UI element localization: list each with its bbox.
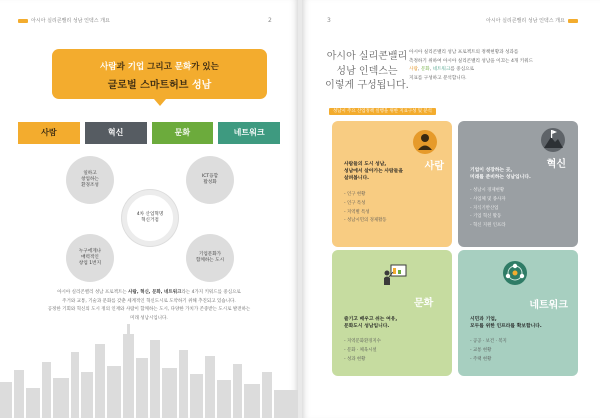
slogan-line-1 xyxy=(52,60,267,72)
body-line-3: 공정한 기회와 혁신의 도시 정의 인재와 사람이 함께하는 도시, 다양한 가치가 존중받는 도시로 발전하는 xyxy=(47,307,251,313)
intro-keyword-person: 사람 xyxy=(409,67,418,73)
list-item: - 인구 특성 xyxy=(344,200,366,206)
running-head xyxy=(18,17,110,24)
list-item: - 혁신 지원 인프라 xyxy=(470,223,506,229)
body-line-1 xyxy=(26,289,272,298)
page-title: 아시아 실리콘밸리 성남 인덱스는 이렇게 구성됩니다. xyxy=(325,51,409,91)
running-head-tag xyxy=(18,19,28,23)
card-culture xyxy=(332,250,452,376)
slogan-banner xyxy=(52,49,267,99)
running-head-text: 아시아 실리콘밸리 성남 인덱스 개요 xyxy=(31,18,110,24)
slogan-city: 성남 xyxy=(191,80,212,91)
slogan-word-person: 사람 xyxy=(100,62,117,72)
slogan-text: 가 있는 xyxy=(191,62,219,72)
list-item: - 교통 현황 xyxy=(470,347,492,353)
page-number: 2 xyxy=(268,17,272,24)
network-people-icon xyxy=(502,260,528,286)
card-caption: 기업이 성장하는 곳, 미래를 준비하는 성남입니다. xyxy=(470,168,531,181)
right-page xyxy=(302,0,600,418)
bubble-ict: ICT융합 활성화 xyxy=(186,156,234,204)
slogan-line-2 xyxy=(52,76,267,91)
card-items xyxy=(344,338,381,364)
body-text xyxy=(26,289,272,323)
bubble-work-environment: 일하고 창업하는 환경조성 xyxy=(66,156,114,204)
keyword-culture: 문화 xyxy=(152,122,214,144)
bubble-center-hub: 4차 산업혁명 혁신거점 xyxy=(122,190,178,246)
bubble-startup: 누구에게나 매력적인 창업 1번지 xyxy=(66,234,114,282)
body-line-4: 미래 성남시입니다. xyxy=(130,315,168,321)
intro-text-span: 를 중심으로 xyxy=(450,67,475,73)
intro-line-2: 측정하기 위하여 아시아 실리콘밸리 성남을 이끄는 4개 키워드 xyxy=(409,58,534,64)
presentation-icon xyxy=(382,262,408,288)
list-item: - 문화 · 체육시설 xyxy=(344,347,377,353)
running-head-text: 아시아 실리콘밸리 성남 인덱스 개요 xyxy=(486,18,565,24)
list-item: - 인구 현황 xyxy=(344,192,366,197)
slogan-word-culture: 문화 xyxy=(174,62,192,72)
list-item: - 지식기반산업 xyxy=(470,205,499,211)
list-item: - 사업체 및 종사자 xyxy=(470,196,506,202)
section-label xyxy=(329,108,579,114)
intro-text xyxy=(409,49,594,84)
body-text-span: 아시아 실리콘밸리 성남 프로젝트는 xyxy=(57,290,129,295)
card-title: 혁신 xyxy=(546,159,566,170)
list-item: - 성남시민의 경제활동 xyxy=(344,218,387,224)
list-item: - 성남시 경제현황 xyxy=(470,188,505,193)
keyword-person: 사람 xyxy=(18,122,80,144)
list-item: - 성과 현황 xyxy=(344,356,366,362)
card-innovation xyxy=(458,121,578,247)
keyword-row xyxy=(18,122,280,144)
card-network xyxy=(458,250,578,376)
card-title: 네트워크 xyxy=(529,300,568,311)
city-skyline-illustration xyxy=(0,322,298,418)
slogan-text: 글로벌 스마트허브 xyxy=(107,80,192,91)
body-keywords: 사람, 혁신, 문화, 네트워크 xyxy=(128,290,182,295)
card-title: 문화 xyxy=(414,298,434,309)
body-text-span: 라는 4가지 키워드를 중심으로 xyxy=(181,290,241,295)
card-caption: 즐기고 배우고 쉬는 여유, 문화도시 성남입니다. xyxy=(344,317,398,330)
card-caption: 사람들의 도시 성남, 성남에서 살아가는 사람들을 살펴봅니다. xyxy=(344,162,403,182)
person-icon xyxy=(412,129,438,155)
intro-line-1: 아시아 실리콘밸리 성남 프로젝트의 정책현황과 성과를 xyxy=(409,50,519,55)
card-items xyxy=(470,187,505,231)
intro-line-4: 지표를 구성하고 분석합니다. xyxy=(409,76,467,82)
list-item: - 지역문화환경지수 xyxy=(344,339,381,344)
card-items xyxy=(344,191,387,226)
bubble-corporate-culture: 기업문화가 함께하는 도시 xyxy=(186,234,234,282)
slogan-word-company: 기업 xyxy=(127,62,145,72)
flag-mountain-icon xyxy=(540,127,566,153)
card-items xyxy=(470,338,507,364)
list-item: - 지역별 특성 xyxy=(344,209,370,215)
running-head-tag xyxy=(568,19,578,23)
card-caption: 시민과 기업, 모두를 위한 인프라를 확보합니다. xyxy=(470,317,542,330)
slogan-text: 과 xyxy=(116,62,128,72)
card-person xyxy=(332,121,452,247)
card-title: 사람 xyxy=(424,161,444,172)
intro-keyword-network: 네트워크 xyxy=(432,67,451,73)
keyword-network: 네트워크 xyxy=(218,122,280,144)
keyword-innovation: 혁신 xyxy=(85,122,147,144)
section-label-text: 성남시 주요 산업정책 실행을 위한 지표구성 및 분석 xyxy=(329,108,436,115)
page-number: 3 xyxy=(327,17,331,24)
intro-keyword-culture: 문화 xyxy=(420,67,430,73)
slogan-text: 그리고 xyxy=(144,62,175,72)
intro-line-3: 사람, 문화, 네트워크를 중심으로 xyxy=(409,67,475,73)
list-item: - 기업 혁신 활동 xyxy=(470,214,502,220)
list-item: - 주택 현황 xyxy=(470,356,492,362)
vision-diagram xyxy=(54,150,246,290)
running-head xyxy=(486,17,578,24)
left-page xyxy=(0,0,298,418)
list-item: - 공공 · 보건 · 복지 xyxy=(470,339,507,344)
body-line-2: 주거와 교통, 기술과 문화를 갖춘 세계적인 혁신도시로 도약하기 위해 추진되고 있습니다. xyxy=(62,298,236,304)
